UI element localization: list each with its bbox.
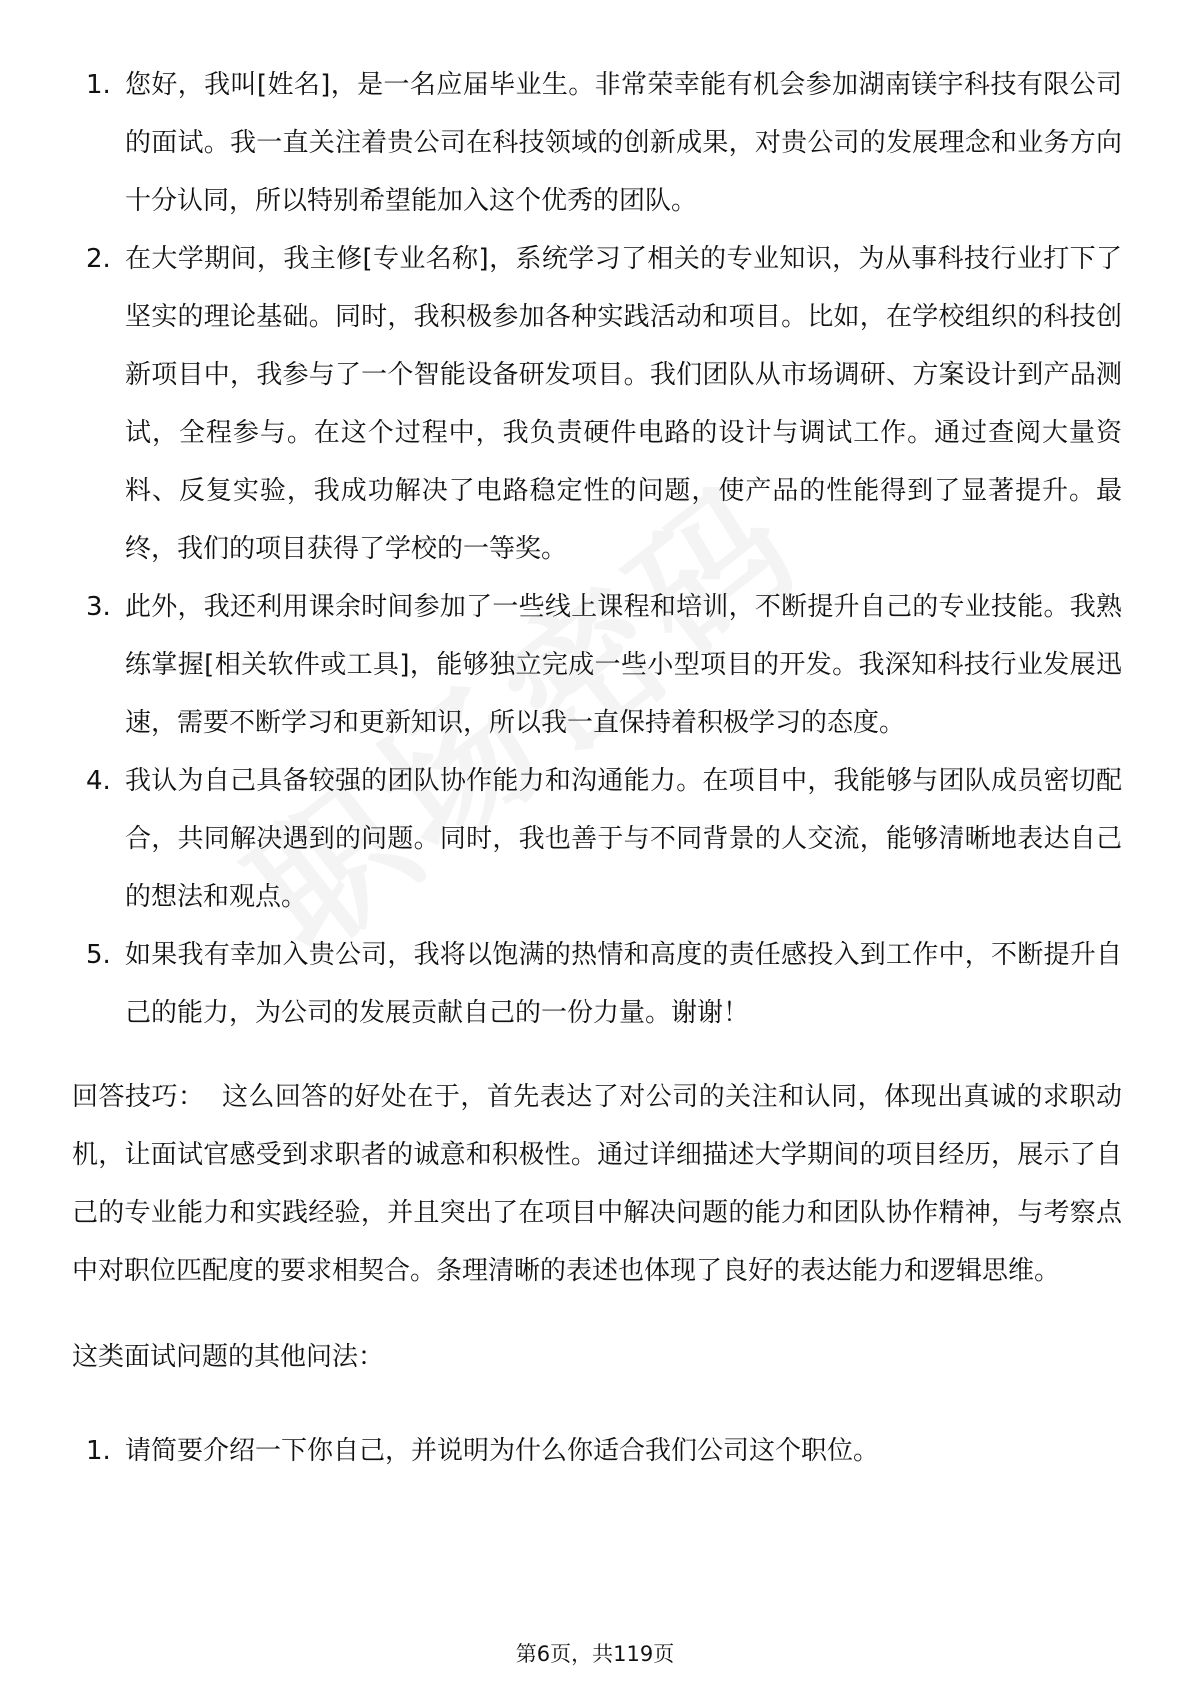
list-number: 5. (86, 940, 111, 970)
list-item-text: 此外，我还利用课余时间参加了一些线上课程和培训，不断提升自己的专业技能。我熟练掌握[相关软件或工具]，能够独立完成一些小型项目的开发。我深知科技行业发展迅速，需要不断学习和更新知识，所以我一直保持着积极学习的态度。 (125, 592, 1122, 738)
answer-item-3 (72, 578, 1122, 752)
answer-tips-paragraph (72, 1068, 1122, 1300)
list-number: 1. (86, 70, 111, 100)
answer-item-2 (72, 230, 1122, 578)
list-item-text: 您好，我叫[姓名]，是一名应届毕业生。非常荣幸能有机会参加湖南镁宇科技有限公司的面试。我一直关注着贵公司在科技领域的创新成果，对贵公司的发展理念和业务方向十分认同，所以特别希望能加入这个优秀的团队。 (125, 70, 1122, 216)
list-number: 2. (86, 244, 111, 274)
tips-label: 回答技巧： (72, 1082, 205, 1112)
other-question-item-1 (72, 1422, 1122, 1480)
list-item-text: 在大学期间，我主修[专业名称]，系统学习了相关的专业知识，为从事科技行业打下了坚实的理论基础。同时，我积极参加各种实践活动和项目。比如，在学校组织的科技创新项目中，我参与了一个智能设备研发项目。我们团队从市场调研、方案设计到产品测试，全程参与。在这个过程中，我负责硬件电路的设计与调试工作。通过查阅大量资料、反复实验，我成功解决了电路稳定性的问题，使产品的性能得到了显著提升。最终，我们的项目获得了学校的一等奖。 (125, 244, 1122, 564)
answer-list (72, 56, 1122, 1042)
document-content (72, 56, 1122, 1480)
other-questions-heading: 这类面试问题的其他问法： (72, 1342, 385, 1372)
page-number-footer: 第6页，共119页 (515, 1642, 675, 1666)
answer-item-5 (72, 926, 1122, 1042)
list-item-text: 如果我有幸加入贵公司，我将以饱满的热情和高度的责任感投入到工作中，不断提升自己的能力，为公司的发展贡献自己的一份力量。谢谢！ (125, 940, 1122, 1028)
list-item-text: 我认为自己具备较强的团队协作能力和沟通能力。在项目中，我能够与团队成员密切配合，共同解决遇到的问题。同时，我也善于与不同背景的人交流，能够清晰地表达自己的想法和观点。 (125, 766, 1122, 912)
list-number: 1. (86, 1436, 111, 1466)
list-number: 4. (86, 766, 111, 796)
tips-text: 这么回答的好处在于，首先表达了对公司的关注和认同，体现出真诚的求职动机，让面试官感受到求职者的诚意和积极性。通过详细描述大学期间的项目经历，展示了自己的专业能力和实践经验，并且突出了在项目中解决问题的能力和团队协作精神，与考察点中对职位匹配度的要求相契合。条理清晰的表述也体现了良好的表达能力和逻辑思维。 (72, 1082, 1122, 1286)
list-item-text: 请简要介绍一下你自己，并说明为什么你适合我们公司这个职位。 (125, 1436, 880, 1466)
list-number: 3. (86, 592, 111, 622)
other-questions-list (72, 1422, 1122, 1480)
answer-item-4 (72, 752, 1122, 926)
answer-item-1 (72, 56, 1122, 230)
